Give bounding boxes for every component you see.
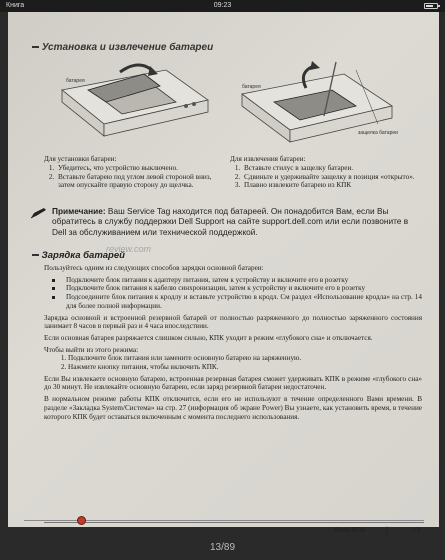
paragraph: Если Вы извлекаете основную батарею, встроенная резервная батарея сможет удерживать КПК в режиме «глубокого сна» до 30 минут. Не извлекайте основную батарею, если заряд резервной батареи недостаточен. (44, 374, 422, 392)
remove-heading: Для извлечения батареи: (230, 155, 306, 163)
clock: 09:23 (213, 2, 232, 9)
install-step: 2. Вставьте батарею под углом левой стороной вниз, затем опускайте правую сторону до щелчка. (56, 173, 222, 191)
install-step: 1. Убедитесь, что устройство выключено. (56, 164, 222, 173)
battery-remove-illustration (228, 60, 408, 152)
battery-install-illustration (48, 60, 218, 152)
paragraph: Если основная батарея разряжается слишком сильно, КПК уходит в режим «глубокого сна» и отключается. (44, 333, 373, 342)
charging-method: Подключите блок питания к адаптеру питания, затем к устройству и включите его в розетку (48, 276, 422, 285)
watermark: review.com (106, 244, 152, 254)
footer-rule (44, 522, 424, 523)
pencil-icon (30, 207, 48, 219)
battery-icon (424, 3, 438, 9)
note-text: Ваш Service Tag находится под батареей. Он понадобится Вам, если Вы обратитесь в службу поддержки Dell Support на сайте support.dell.com или если позвоните в Dell за обслуживанием или технической поддержкой. (52, 206, 409, 237)
wake-heading: Чтобы выйти из этого режима: (44, 345, 139, 354)
note-label: Примечание: (52, 206, 106, 216)
status-bar (0, 0, 445, 12)
remove-step: 3. Плавно извлеките батарею из КПК (242, 181, 420, 190)
wake-step: 2. Нажмите кнопку питания, чтобы включить КПК. (68, 363, 422, 372)
app-title: Книга (6, 2, 25, 9)
svg-text:защелка батареи: защелка батареи (358, 130, 398, 136)
book-page[interactable] (8, 12, 439, 534)
footer-title: Ваш КПК (334, 525, 366, 534)
footer-separator: | (386, 525, 388, 534)
section-title: Установка и извлечение батареи (32, 42, 213, 53)
service-tag-note (30, 206, 422, 237)
install-instructions (44, 155, 222, 190)
charging-heading: Зарядка батарей (32, 250, 125, 261)
page-counter: 13/89 (209, 542, 236, 553)
paragraph: В нормальном режиме работы КПК отключится, если его не используют в течение определенного Вами времени. В разделе «Закладка System/Система» на стр. 27 (информация об экране Power) Вы узнаете, как установить время, в течение которого КПК будет оставаться включенным с момента последнего использования. (44, 395, 422, 421)
charging-body (44, 264, 422, 424)
footer-page-number: 13 (412, 525, 421, 534)
install-heading: Для установки батареи: (44, 155, 117, 163)
svg-text:батарея: батарея (242, 84, 261, 90)
remove-instructions (230, 155, 420, 190)
remove-step: 2. Сдвиньте и удерживайте защелку в позиция «открыто». (242, 173, 420, 182)
charging-method: Подключите блок питания к кабелю синхронизации, затем к устройству и включите его в розетку (48, 284, 422, 293)
charging-method: Подсоедините блок питания к кродлу и вставьте устройство в кродл. См раздел «Использование кродла» на стр. 14 для более полной информации. (48, 293, 422, 310)
charging-intro: Пользуйтесь одним из следующих способов зарядки основной батареи: (44, 264, 264, 272)
wake-step: 1. Подключите блок питания или замените основную батарею на заряженную. (68, 354, 422, 363)
paragraph: Зарядка основной и встроенной резервной батарей от полностью разряженного до полностью заряженного состояния занимает 8 часов в первый раз и 4 часа впоследствии. (44, 313, 422, 331)
svg-text:батарея: батарея (66, 78, 85, 84)
remove-step: 1. Вставьте стилус в защелку батареи. (242, 164, 420, 173)
